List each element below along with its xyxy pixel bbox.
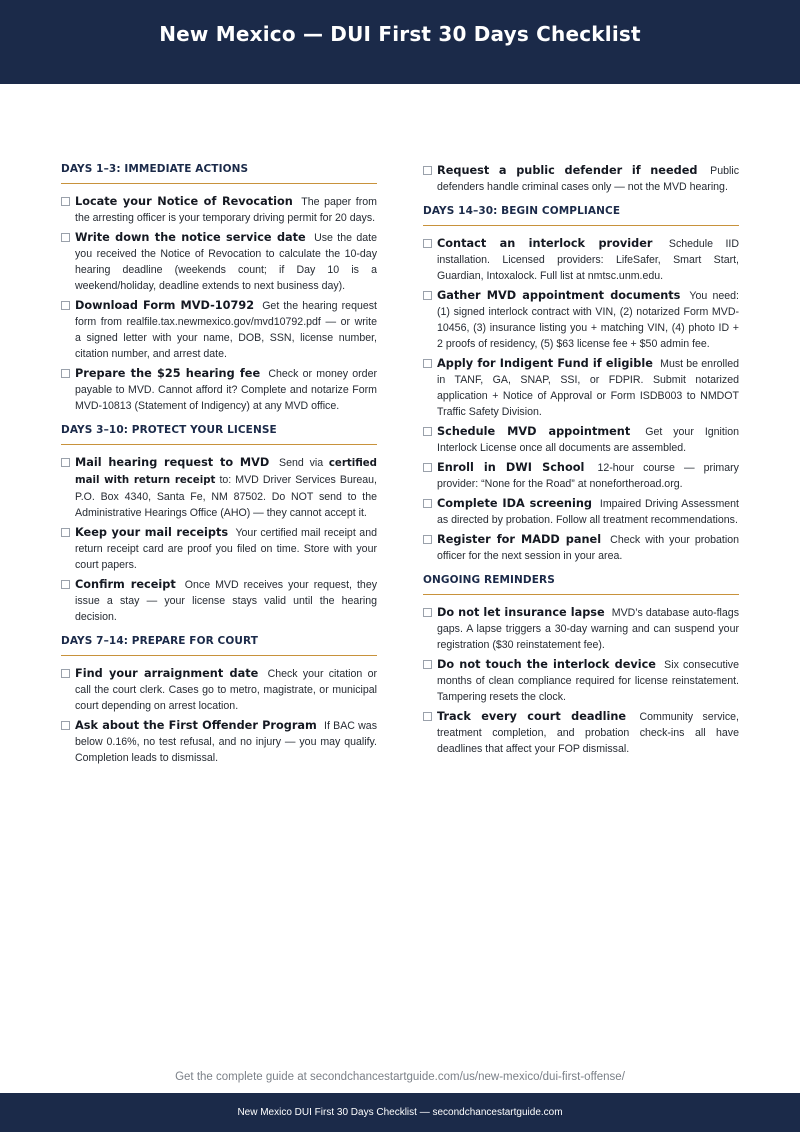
checkbox[interactable] (61, 580, 70, 589)
checkbox[interactable] (61, 721, 70, 730)
checklist-item-text (75, 455, 377, 521)
checklist-item (423, 605, 739, 653)
checklist-item-title: Confirm receipt (75, 578, 176, 591)
checklist-item-body: Your certified mail receipt and return receipt card are proof you filed on time. Store with your court papers. (75, 527, 377, 571)
checklist-item-body: The paper from the arresting officer is your temporary driving permit for 20 days. (75, 196, 377, 224)
checklist-item-title: Gather MVD appointment documents (437, 289, 681, 302)
checklist-item-title: Mail hearing request to MVD (75, 456, 270, 469)
checkbox[interactable] (61, 369, 70, 378)
checklist-item-title: Ask about the First Offender Program (75, 719, 317, 732)
footer-guide-link[interactable]: Get the complete guide at secondchancestartguide.com/us/new-mexico/dui-first-offense/ (175, 1071, 625, 1083)
checklist-item-body: to: MVD Driver Services Bureau, P.O. Box 4340, Santa Fe, NM 87502. Do NOT send to the Administrative Hearings Office (AHO) — they cannot accept it. (75, 474, 377, 519)
checklist-item-title: Complete IDA screening (437, 497, 592, 510)
checklist-item-text (75, 298, 377, 362)
checklist-item-text (437, 236, 739, 284)
checkbox[interactable] (423, 463, 432, 472)
checkbox[interactable] (423, 239, 432, 248)
checklist-item-body: Once MVD receives your request, they issue a stay — your license stays valid until the hearing decision. (75, 579, 378, 623)
section-heading-days-3-10: DAYS 3–10: PROTECT YOUR LICENSE (61, 424, 377, 445)
checklist-item-body: Get the hearing request form from realfile.tax.newmexico.gov/mvd10792.pdf — or write a signed letter with your name, DOB, SSN, license number, citation number, and arrest date. (75, 300, 377, 360)
section-heading-days-1-3: DAYS 1–3: IMMEDIATE ACTIONS (61, 163, 377, 184)
checklist-item (423, 657, 739, 705)
checklist-item-text (75, 666, 377, 714)
checklist-item (61, 366, 377, 414)
checklist-item-body-prefix: Send via (279, 457, 324, 469)
section-heading-ongoing: ONGOING REMINDERS (423, 574, 739, 595)
checklist-item (61, 718, 377, 766)
checklist-item-text (437, 424, 739, 456)
checklist-item-title: Download Form MVD-10792 (75, 299, 255, 312)
checklist-item-title: Schedule MVD appointment (437, 425, 631, 438)
checklist-item-text (437, 460, 739, 492)
checklist-item (423, 236, 739, 284)
checklist-item-title: Prepare the $25 hearing fee (75, 367, 261, 380)
checklist-item-text (75, 525, 377, 573)
checklist-item-text (437, 288, 739, 352)
checklist-item-body: Check your citation or call the court clerk. Cases go to metro, magistrate, or municipal court depending on arrest location. (75, 668, 377, 712)
checklist-item-title: Write down the notice service date (75, 231, 306, 244)
checklist-item-text (75, 718, 377, 766)
checkbox[interactable] (423, 291, 432, 300)
checklist-item (61, 455, 377, 521)
page-header (0, 0, 800, 84)
checklist-item (423, 532, 739, 564)
checklist-item-title: Keep your mail receipts (75, 526, 229, 539)
checklist-item (423, 163, 739, 195)
checklist-item (61, 577, 377, 625)
checklist-item-title: Do not touch the interlock device (437, 658, 656, 671)
checkbox[interactable] (423, 660, 432, 669)
checklist-item (61, 298, 377, 362)
checklist-item-text (437, 605, 739, 653)
checklist-item-body: Use the date you received the Notice of Revocation to calculate the 10-day hearing deadline (weekends count; if Day 10 is a weekend/holiday, deadline extends to next business day). (75, 232, 378, 292)
left-column (61, 163, 377, 770)
checkbox[interactable] (423, 535, 432, 544)
section-heading-days-7-14: DAYS 7–14: PREPARE FOR COURT (61, 635, 377, 656)
checklist-item-text (437, 709, 739, 757)
checklist-item-text (75, 194, 377, 226)
checklist-item-body: You need: (1) signed interlock contract with VIN, (2) notarized Form MVD-10456, (3) insurance listing you + matching VIN, (4) photo ID + 2 proofs of residency, (5) $63 license fee + $50 admin fee. (437, 290, 739, 350)
checkbox[interactable] (61, 528, 70, 537)
footer-bar-text: New Mexico DUI First 30 Days Checklist — secondchancestartguide.com (237, 1107, 563, 1118)
checklist-item-text (437, 657, 739, 705)
checklist-item-title: Locate your Notice of Revocation (75, 195, 293, 208)
checklist-item-text (437, 532, 739, 564)
footer-bar (0, 1093, 800, 1132)
checklist-item-emphasis: certified mail with return receipt (75, 458, 377, 486)
checklist-item-body: If BAC was below 0.16%, no test refusal, and no injury — you may qualify. Completion leads to dismissal. (75, 720, 377, 764)
right-column (423, 163, 739, 761)
checklist-item-body: Check with your probation officer for the next session in your area. (437, 534, 740, 562)
checklist-item-body: Impaired Driving Assessment as directed by probation. Follow all treatment recommendations. (437, 498, 739, 526)
checklist-item (61, 525, 377, 573)
checklist-item (61, 666, 377, 714)
checkbox[interactable] (61, 458, 70, 467)
checklist-item-body: Get your Ignition Interlock License once all documents are assembled. (437, 426, 739, 454)
checklist-item-body: Must be enrolled in TANF, GA, SNAP, SSI, or FDPIR. Submit notarized application + Notice of Approval or Form ISDB003 to NMDOT Traffic Safety Division. (437, 358, 739, 418)
checkbox[interactable] (61, 301, 70, 310)
checklist-item-text (75, 577, 377, 625)
section-heading-days-14-30: DAYS 14–30: BEGIN COMPLIANCE (423, 205, 739, 226)
checkbox[interactable] (61, 233, 70, 242)
checklist-item-text (75, 366, 377, 414)
checklist-item (61, 194, 377, 226)
checklist-item-title: Apply for Indigent Fund if eligible (437, 357, 653, 370)
checkbox[interactable] (61, 197, 70, 206)
checklist-item (423, 709, 739, 757)
checklist-item (423, 288, 739, 352)
checklist-item-title: Do not let insurance lapse (437, 606, 605, 619)
checkbox[interactable] (423, 712, 432, 721)
checklist-item-body: 12-hour course — primary provider: “None for the Road” at nonefortheroad.org. (437, 462, 739, 490)
checklist-item-title: Contact an interlock provider (437, 237, 653, 250)
checkbox[interactable] (423, 166, 432, 175)
checklist-item-body: Check or money order payable to MVD. Cannot afford it? Complete and notarize Form MVD-10813 (Statement of Indigency) at any MVD office. (75, 368, 377, 412)
checkbox[interactable] (423, 359, 432, 368)
checkbox[interactable] (423, 499, 432, 508)
checkbox[interactable] (61, 669, 70, 678)
checklist-item-title: Register for MADD panel (437, 533, 602, 546)
checklist-item-title: Track every court deadline (437, 710, 627, 723)
checklist-item-body: Public defenders handle criminal cases only — not the MVD hearing. (437, 165, 739, 193)
checklist-item-body: Schedule IID installation. Licensed providers: LifeSafer, Smart Start, Guardian, Intoxalock. Full list at nmtsc.unm.edu. (437, 238, 739, 282)
checklist-item-title: Request a public defender if needed (437, 164, 698, 177)
checklist-item-body: MVD’s database auto-flags gaps. A lapse triggers a 30-day warning and can suspend your registration ($30 reinstatement fee). (437, 607, 739, 651)
checklist-item-text (437, 496, 739, 528)
checklist-item (423, 424, 739, 456)
checklist-item-text (75, 230, 377, 294)
checklist-item (423, 496, 739, 528)
checklist-item (423, 356, 739, 420)
checklist-item-text (437, 356, 739, 420)
page-title: New Mexico — DUI First 30 Days Checklist (159, 22, 641, 46)
checklist-item-body: Community service, treatment completion, and probation check-ins all have deadlines that affect your FOP dismissal. (437, 711, 739, 755)
checkbox[interactable] (423, 608, 432, 617)
checklist-item-body: Six consecutive months of clean compliance required for license reinstatement. Tampering resets the clock. (437, 659, 739, 703)
checklist-item-text (437, 163, 739, 195)
checkbox[interactable] (423, 427, 432, 436)
checklist-item (423, 460, 739, 492)
checklist-item-title: Enroll in DWI School (437, 461, 585, 474)
checklist-item-title: Find your arraignment date (75, 667, 259, 680)
checklist-item (61, 230, 377, 294)
